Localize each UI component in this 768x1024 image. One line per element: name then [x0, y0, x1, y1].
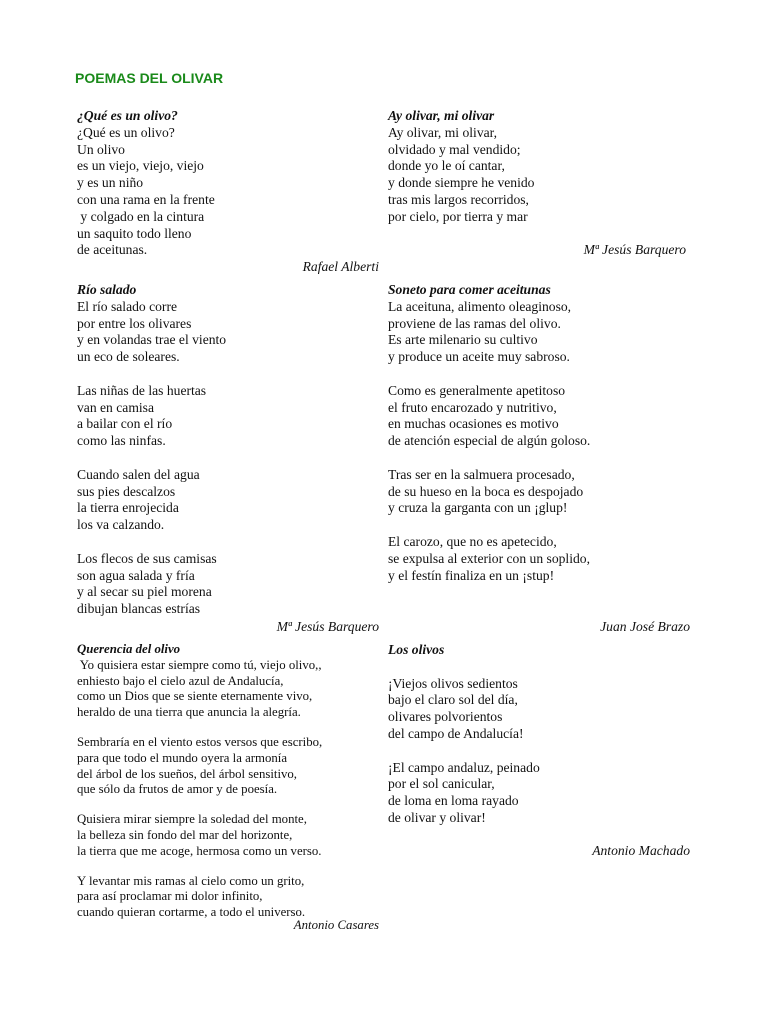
poem-los-olivos — [388, 642, 540, 827]
stanza-gap — [77, 450, 226, 467]
poem-author: Mª Jesús Barquero — [276, 619, 379, 634]
poem-line: Un olivo — [77, 141, 125, 157]
poem-line: de olivar y olivar! — [388, 809, 486, 825]
poem-line: por cielo, por tierra y mar — [388, 208, 528, 224]
stanza-gap — [388, 659, 540, 676]
poem-title: Soneto para comer aceitunas — [388, 282, 551, 297]
poem-line: Quisiera mirar siempre la soledad del monte, — [77, 812, 307, 827]
poem-line: como un Dios que se siente eternamente vivo, — [77, 689, 313, 704]
poem-line: y colgado en la cintura — [77, 208, 205, 224]
poem-ay-olivar — [388, 108, 534, 226]
poem-line: la tierra enrojecida — [77, 500, 179, 516]
poem-line: a bailar con el río — [77, 416, 173, 432]
poem-line: Como es generalmente apetitoso — [388, 382, 566, 398]
poem-line: los va calzando. — [77, 517, 165, 533]
poem-line: es un viejo, viejo, viejo — [77, 158, 204, 174]
poem-line: y es un niño — [77, 175, 144, 191]
poem-line: Es arte milenario su cultivo — [388, 332, 538, 348]
poem-line: ¡El campo andaluz, peinado — [388, 759, 540, 775]
poem-line: enhiesto bajo el cielo azul de Andalucía, — [77, 673, 284, 688]
poem-line: la tierra que me acoge, hermosa como un verso. — [77, 843, 322, 858]
poem-line: de loma en loma rayado — [388, 793, 519, 809]
stanza-gap — [388, 366, 590, 383]
poem-line: como las ninfas. — [77, 433, 166, 449]
poem-line: donde yo le oí cantar, — [388, 158, 505, 174]
poem-line: por el sol canicular, — [388, 776, 495, 792]
poem-line: Cuando salen del agua — [77, 466, 200, 482]
poem-author: Mª Jesús Barquero — [583, 242, 686, 257]
poem-line: La aceituna, alimento oleaginoso, — [388, 298, 572, 314]
poem-line: un saquito todo lleno — [77, 225, 192, 241]
poem-querencia-del-olivo — [77, 642, 322, 921]
poem-line: heraldo de una tierra que anuncia la alegría. — [77, 705, 301, 720]
poem-line: Ay olivar, mi olivar, — [388, 124, 498, 140]
stanza-gap — [77, 860, 322, 874]
poem-line: y el festín finaliza en un ¡stup! — [388, 567, 555, 583]
poem-line: Yo quisiera estar siempre como tú, viejo olivo,, — [77, 657, 322, 672]
poem-line: son agua salada y fría — [77, 567, 195, 583]
poem-rio-salado — [77, 282, 226, 618]
poem-author: Rafael Alberti — [302, 259, 379, 274]
poem-line: que sólo da frutos de amor y de poesía. — [77, 782, 278, 797]
poem-line: la belleza sin fondo del mar del horizonte, — [77, 827, 293, 842]
poem-line: de su hueso en la boca es despojado — [388, 483, 584, 499]
stanza-gap — [388, 743, 540, 760]
poem-line: dibujan blancas estrías — [77, 601, 201, 617]
poem-line: de atención especial de algún goloso. — [388, 433, 591, 449]
poem-author: Antonio Machado — [592, 843, 690, 858]
poem-line: por entre los olivares — [77, 315, 192, 331]
poem-line: Las niñas de las huertas — [77, 382, 207, 398]
poem-line: y en volandas trae el viento — [77, 332, 227, 348]
poem-title: Querencia del olivo — [77, 642, 181, 656]
poem-line: se expulsa al exterior con un soplido, — [388, 550, 590, 566]
poem-line: cuando quieran cortarme, a todo el universo. — [77, 905, 306, 920]
poem-line: y donde siempre he venido — [388, 175, 535, 191]
poem-line: proviene de las ramas del olivo. — [388, 315, 561, 331]
poem-line: Y levantar mis ramas al cielo como un grito, — [77, 873, 305, 888]
poem-line: olivares polvorientos — [388, 709, 503, 725]
stanza-gap — [77, 366, 226, 383]
stanza-gap — [388, 517, 590, 534]
stanza-gap — [388, 450, 590, 467]
poem-title: Río salado — [77, 282, 137, 297]
poem-title: ¿Qué es un olivo? — [77, 108, 178, 123]
poem-line: bajo el claro sol del día, — [388, 692, 518, 708]
poem-line: y al secar su piel morena — [77, 584, 212, 600]
poem-title: Los olivos — [388, 642, 445, 657]
document-title: POEMAS DEL OLIVAR — [75, 70, 224, 86]
stanza-gap — [77, 534, 226, 551]
poem-line: y produce un aceite muy sabroso. — [388, 349, 570, 365]
poem-line: para que todo el mundo oyera la armonía — [77, 750, 288, 765]
poem-line: ¿Qué es un olivo? — [77, 124, 175, 140]
poem-line: del campo de Andalucía! — [388, 725, 524, 741]
poem-line: Sembraría en el viento estos versos que escribo, — [77, 734, 323, 749]
poem-line: y cruza la garganta con un ¡glup! — [388, 500, 568, 516]
stanza-gap — [77, 721, 322, 735]
poem-line: olvidado y mal vendido; — [388, 141, 521, 157]
poem-line: ¡Viejos olivos sedientos — [388, 675, 518, 691]
poem-title: Ay olivar, mi olivar — [388, 108, 495, 123]
poem-line: El río salado corre — [77, 298, 178, 314]
poem-author: Antonio Casares — [293, 918, 379, 932]
poem-line: un eco de soleares. — [77, 349, 180, 365]
poem-line: Los flecos de sus camisas — [77, 550, 217, 566]
poem-line: Tras ser en la salmuera procesado, — [388, 466, 575, 482]
poem-line: sus pies descalzos — [77, 483, 176, 499]
poem-line: tras mis largos recorridos, — [388, 191, 529, 207]
stanza-gap — [77, 798, 322, 812]
poem-line: en muchas ocasiones es motivo — [388, 416, 559, 432]
poem-line: con una rama en la frente — [77, 191, 215, 207]
poem-author: Juan José Brazo — [600, 619, 690, 634]
poem-line: para así proclamar mi dolor infinito, — [77, 889, 263, 904]
poem-line: El carozo, que no es apetecido, — [388, 533, 557, 549]
poem-line: el fruto encarozado y nutritivo, — [388, 399, 557, 415]
poem-line: van en camisa — [77, 399, 154, 415]
poem-line: del árbol de los sueños, del árbol sensitivo, — [77, 766, 297, 781]
poem-soneto-aceitunas — [388, 282, 590, 584]
poem-line: de aceitunas. — [77, 242, 148, 258]
poem-que-es-un-olivo — [77, 108, 215, 259]
